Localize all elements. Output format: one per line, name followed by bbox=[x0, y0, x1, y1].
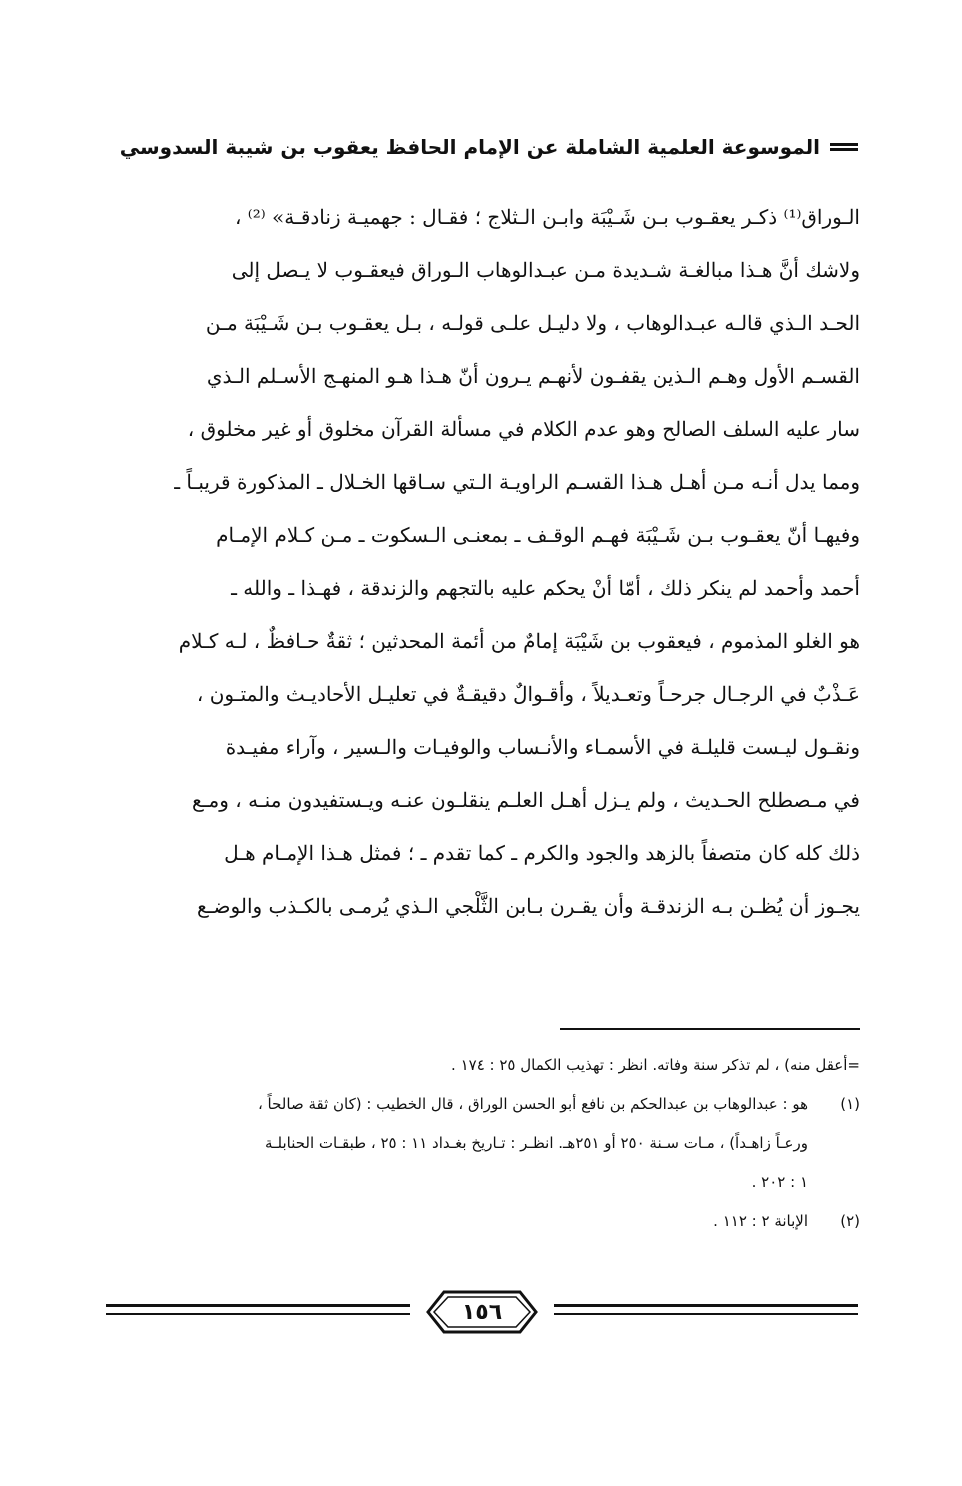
footnote-text: ١ : ٢٠٢ . bbox=[751, 1172, 808, 1191]
text-line bbox=[104, 614, 860, 667]
page-footer bbox=[106, 1288, 858, 1336]
text-line bbox=[104, 667, 860, 720]
text-line-content: ولاشك أنَّ هـذا مبالغـة شـديدة مـن عبـدالوهاب الـوراق فيعقـوب لا يـصل إلى bbox=[231, 257, 860, 282]
text-line bbox=[104, 349, 860, 402]
text-line-content: ومما يدل أنـه مـن أهـل هـذا القسـم الراويـة الـتي سـاقها الخـلال ـ المذكورة قريبـاً ـ bbox=[174, 469, 860, 494]
main-text bbox=[104, 190, 860, 932]
text-line bbox=[104, 190, 860, 243]
footnote-number: (١) bbox=[840, 1094, 860, 1113]
text-line-content: سار عليه السلف الصالح وهو عدم الكلام في مسألة القرآن مخلوق أو غير مخلوق ، bbox=[187, 416, 860, 441]
text-line-content: ذلك كله كان متصفاً بالزهد والجود والكرم ـ كما تقدم ـ ؛ فمثل هـذا الإمـام هـل bbox=[224, 840, 860, 865]
text-line bbox=[104, 826, 860, 879]
running-header bbox=[106, 132, 858, 162]
footer-rule-left bbox=[106, 1304, 416, 1315]
footnote-text: الإبانة ٢ : ١١٢ . bbox=[713, 1211, 808, 1230]
footnote-1-line-1 bbox=[104, 1085, 860, 1124]
text-line bbox=[104, 879, 860, 932]
text-line bbox=[104, 720, 860, 773]
text-line bbox=[104, 773, 860, 826]
text-line bbox=[104, 402, 860, 455]
text-line-content: الـوراق⁽¹⁾ ذكـر يعقـوب بـن شَـيْبَة وابـن الـثلاج ؛ فقـال : جهميـة زنادقـة» ⁽²⁾ ، bbox=[234, 204, 860, 229]
page-number-badge bbox=[410, 1288, 554, 1336]
text-line-content: في مـصطلح الحـديث ، ولم يـزل أهـل العلـم ينقلـون عنـه ويـستفيدون منـه ، ومـع bbox=[192, 787, 860, 812]
footnote-continuation bbox=[104, 1046, 860, 1085]
text-line-content: ونقـول ليـست قليلـة في الأسمـاء والأنـساب والوفيـات والـسير ، وآراء مفيـدة bbox=[225, 734, 860, 759]
text-line-content: هو الغلو المذموم ، فيعقوب بن شَيْبَة إمامٌ من أئمة المحدثين ؛ ثقةٌ حـافظٌ ، لـه كـلام bbox=[178, 628, 860, 653]
footnote-separator bbox=[560, 1028, 860, 1030]
text-line bbox=[104, 561, 860, 614]
text-line bbox=[104, 508, 860, 561]
footnote-number: (٢) bbox=[840, 1211, 860, 1230]
page-title: الموسوعة العلمية الشاملة عن الإمام الحافظ يعقوب بن شيبة السدوسي bbox=[119, 135, 820, 159]
text-line-content: يجـوز أن يُظـن بـه الزندقـة وأن يقـرن بـابن الثَّلْجي الـذي يُرمـى بالكـذب والوضـع bbox=[197, 893, 860, 918]
text-line-content: الحـد الـذي قالـه عبـدالوهاب ، ولا دليـل علـى قولـه ، بـل يعقـوب بـن شَـيْبَة مـن bbox=[205, 310, 860, 335]
text-line bbox=[104, 296, 860, 349]
text-line bbox=[104, 455, 860, 508]
text-line-content: وفيهـا أنّ يعقـوب بـن شَـيْبَة فهـم الوقـف ـ بمعنـى الـسكوت ـ مـن كـلام الإمـام bbox=[216, 522, 860, 547]
footnote-1-line-3 bbox=[104, 1163, 860, 1202]
text-line-content: عَـذْبٌ في الرجـال جرحـاً وتعـديلاً ، وأقـوالٌ دقيقـةٌ في تعليـل الأحاديـث والمتـون ، bbox=[196, 681, 860, 706]
footnote-1-line-2 bbox=[104, 1124, 860, 1163]
footnotes bbox=[104, 1046, 860, 1241]
footnote-2 bbox=[104, 1202, 860, 1241]
text-line-content: أحمد وأحمد لم ينكر ذلك ، أمّا أنْ يحكم عليه بالتجهم والزندقة ، فهـذا ـ والله ـ bbox=[231, 575, 860, 600]
text-line bbox=[104, 243, 860, 296]
text-line-content: القسـم الأول وهـم الـذين يقفـون لأنهـم يـرون أنّ هـذا هـو المنهـج الأسـلم الـذي bbox=[206, 363, 860, 388]
footnote-text: =أعقل منه) ، لم تذكر سنة وفاته. انظر : تهذيب الكمال ٢٥ : ١٧٤ . bbox=[451, 1055, 860, 1074]
header-ornament bbox=[830, 143, 858, 151]
footnote-text: هو : عبدالوهاب بن عبدالحكم بن نافع أبو الحسن الوراق ، قال الخطيب : (كان ثقة صالحاً ، bbox=[257, 1094, 808, 1113]
page-number: ١٥٦ bbox=[461, 1299, 503, 1325]
footnote-text: ورعـاً زاهـداً) ، مـات سـنة ٢٥٠ أو ٢٥١هـ. انظـر : تـاريخ بغـداد ١١ : ٢٥ ، طبقـات الحنابلـة bbox=[265, 1133, 808, 1152]
footer-rule-right bbox=[548, 1304, 858, 1315]
